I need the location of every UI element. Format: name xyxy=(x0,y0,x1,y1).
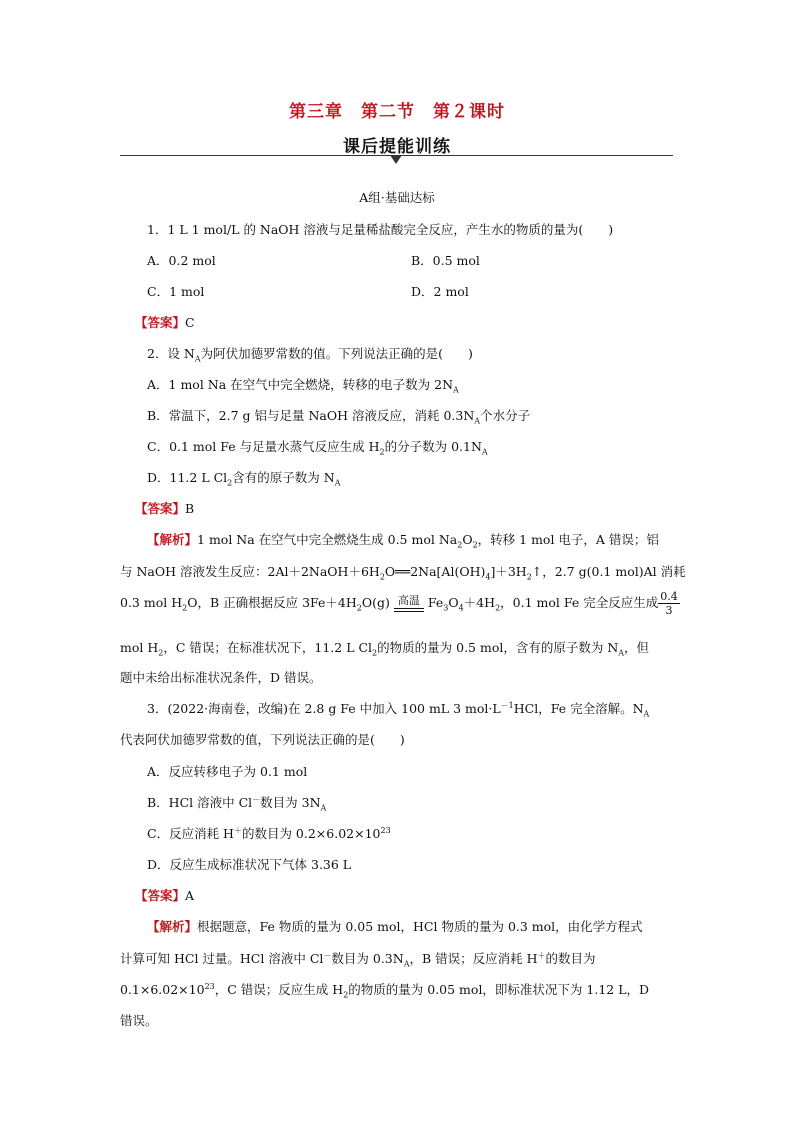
subscript: A xyxy=(320,803,327,813)
analysis-label: 【解析】 xyxy=(147,532,198,547)
q2-analysis-line-2 xyxy=(120,562,686,582)
text: Fe xyxy=(427,595,444,610)
text: ↑，2.7 g(0.1 mol)Al 消耗 xyxy=(531,564,686,579)
q3-analysis-line-3 xyxy=(120,980,649,1000)
q3-stem-line-1 xyxy=(147,699,649,719)
text: O(g) xyxy=(361,595,390,610)
text: 计算可知 HCl 过量。HCl 溶液中 Cl xyxy=(120,951,324,966)
q2-option-c-mid: 的分子数为 0.1N xyxy=(384,439,482,454)
subscript: 2 xyxy=(372,648,378,658)
text: 的物质的量为 0.5 mol，含有的原子数为 N xyxy=(377,640,619,655)
answer-value: C xyxy=(185,315,195,330)
q2-analysis-line-5: 题中未给出标准状况条件，D 错误。 xyxy=(120,670,322,685)
answer-value: A xyxy=(185,888,195,903)
text: O，B 正确根据反应 3Fe＋4H xyxy=(187,595,357,610)
fraction-numerator: 0.4 xyxy=(660,590,678,603)
text: 与 NaOH 溶液发生反应：2Al＋2NaOH＋6H xyxy=(120,564,380,579)
q3-stem-line-2: 代表阿伏加德罗常数的值，下列说法正确的是( ) xyxy=(120,732,405,747)
text: 数目为 3N xyxy=(260,795,321,810)
q1-answer xyxy=(135,313,195,331)
subscript: 2 xyxy=(495,603,501,613)
text: B．HCl 溶液中 Cl xyxy=(147,795,253,810)
reaction-arrow xyxy=(394,608,424,612)
text: 数目为 0.3N xyxy=(331,951,404,966)
q2-option-b xyxy=(147,406,530,426)
superscript: －1 xyxy=(500,700,514,710)
subscript: 2 xyxy=(379,572,385,582)
text: ＋4H xyxy=(463,595,496,610)
q2-answer xyxy=(135,499,194,517)
page-title: 第三章 第二节 第２课时 xyxy=(289,102,505,122)
answer-label: 【答案】 xyxy=(135,888,186,903)
fraction xyxy=(658,590,680,617)
q2-option-b-text: B．常温下，2.7 g 铝与足量 NaOH 溶液反应，消耗 0.3N xyxy=(147,408,475,423)
text: C．反应消耗 H xyxy=(147,826,234,841)
subscript: A xyxy=(481,447,488,457)
q3-analysis-line-1 xyxy=(147,917,643,935)
q3-option-c xyxy=(147,824,391,842)
q2-option-a-text: A．1 mol Na 在空气中完全燃烧，转移的电子数为 2N xyxy=(147,377,454,392)
superscript: ＋ xyxy=(537,950,546,960)
text: ]＋3H xyxy=(490,564,527,579)
q2-option-c-text: C．0.1 mol Fe 与足量水蒸气反应生成 H xyxy=(147,439,380,454)
answer-label: 【答案】 xyxy=(135,315,186,330)
subscript: 2 xyxy=(227,478,233,488)
q3-option-a: A．反应转移电子为 0.1 mol xyxy=(147,764,308,779)
answer-label: 【答案】 xyxy=(135,501,186,516)
text: ，B 错误；反应消耗 H xyxy=(409,951,538,966)
answer-value: B xyxy=(185,501,195,516)
q1-option-a: A．0.2 mol xyxy=(147,253,216,268)
fraction-denominator: 3 xyxy=(665,604,673,617)
q2-option-d-tail: 含有的原子数为 N xyxy=(232,470,335,485)
text: 0.3 mol H xyxy=(120,595,183,610)
q2-option-d xyxy=(147,468,340,488)
q2-option-d-text: D．11.2 L Cl xyxy=(147,470,228,485)
subscript: A xyxy=(453,385,459,395)
q3-analysis-line-4: 错误。 xyxy=(120,1013,158,1028)
superscript: 23 xyxy=(380,825,391,835)
subscript: 2 xyxy=(379,447,385,457)
text: 的物质的量为 0.05 mol，即标准状况下为 1.12 L，D xyxy=(348,982,650,997)
page-subtitle: 课后提能训练 xyxy=(343,137,451,157)
subscript: A xyxy=(403,959,410,969)
subscript: 4 xyxy=(458,603,464,613)
q2-stem-tail: 为阿伏加德罗常数的值。下列说法正确的是( ) xyxy=(200,346,473,361)
subscript: 2 xyxy=(526,572,532,582)
superscript: 23 xyxy=(204,981,215,991)
q1-stem: 1．1 L 1 mol/L 的 NaOH 溶液与足量稀盐酸完全反应，产生水的物质的量为( ) xyxy=(147,222,614,237)
subscript: 2 xyxy=(343,990,349,1000)
text: O xyxy=(448,595,459,610)
text: 的数目为 0.2×6.02×10 xyxy=(241,826,381,841)
analysis-label: 【解析】 xyxy=(147,919,198,934)
subscript: 2 xyxy=(356,603,362,613)
superscript: － xyxy=(323,950,332,960)
condition-text: 高温 xyxy=(397,594,420,607)
text: O xyxy=(462,532,473,547)
q2-stem xyxy=(147,344,473,364)
superscript: － xyxy=(252,794,261,804)
q2-stem-text: 2．设 N xyxy=(147,346,195,361)
text: 3．(2022·海南卷，改编)在 2.8 g Fe 中加入 100 mL 3 mol·L xyxy=(147,701,501,716)
q2-option-b-tail: 个水分子 xyxy=(480,408,531,423)
subscript: 2 xyxy=(158,648,164,658)
divider-marker-icon xyxy=(390,155,402,164)
subscript: A xyxy=(334,478,341,488)
text: 0.1×6.02×10 xyxy=(120,982,205,997)
q2-analysis-line-4 xyxy=(120,638,649,658)
subscript: 2 xyxy=(182,603,188,613)
q1-option-b: B．0.5 mol xyxy=(411,253,480,268)
subscript: A xyxy=(194,354,201,364)
subscript: A xyxy=(618,648,625,658)
text: ，C 错误；在标准状况下，11.2 L Cl xyxy=(163,640,373,655)
q2-option-a xyxy=(147,375,459,395)
text: HCl，Fe 完全溶解。N xyxy=(513,701,644,716)
q3-analysis-line-2 xyxy=(120,949,596,969)
q2-analysis-line-3 xyxy=(120,590,680,622)
text: mol H xyxy=(120,640,159,655)
q3-answer xyxy=(135,886,194,904)
subscript: 4 xyxy=(485,572,491,582)
text: O══2Na[Al(OH) xyxy=(384,564,486,579)
q2-analysis-line-1 xyxy=(147,530,659,550)
text: 的数目为 xyxy=(545,951,596,966)
text: ，转移 1 mol 电子，A 错误；铝 xyxy=(477,532,659,547)
text: ，但 xyxy=(624,640,650,655)
q1-option-d: D．2 mol xyxy=(411,284,469,299)
q2-option-c xyxy=(147,437,488,457)
text: ，0.1 mol Fe 完全反应生成 xyxy=(500,595,659,610)
section-label: A组·基础达标 xyxy=(359,190,435,205)
text: 1 mol Na 在空气中完全燃烧生成 0.5 mol Na xyxy=(197,532,458,547)
reaction-condition xyxy=(394,595,424,612)
q3-option-b xyxy=(147,793,326,813)
subscript: 3 xyxy=(443,603,449,613)
q1-option-c: C．1 mol xyxy=(147,284,205,299)
text: 根据题意，Fe 物质的量为 0.05 mol，HCl 物质的量为 0.3 mol，由化学方程式 xyxy=(197,919,643,934)
subscript: A xyxy=(643,709,650,719)
superscript: ＋ xyxy=(233,825,242,835)
text: ，C 错误；反应生成 H xyxy=(214,982,344,997)
subscript: 2 xyxy=(457,540,463,550)
q3-option-d: D．反应生成标准状况下气体 3.36 L xyxy=(147,857,352,872)
subscript: A xyxy=(474,416,481,426)
subscript: 2 xyxy=(472,540,478,550)
